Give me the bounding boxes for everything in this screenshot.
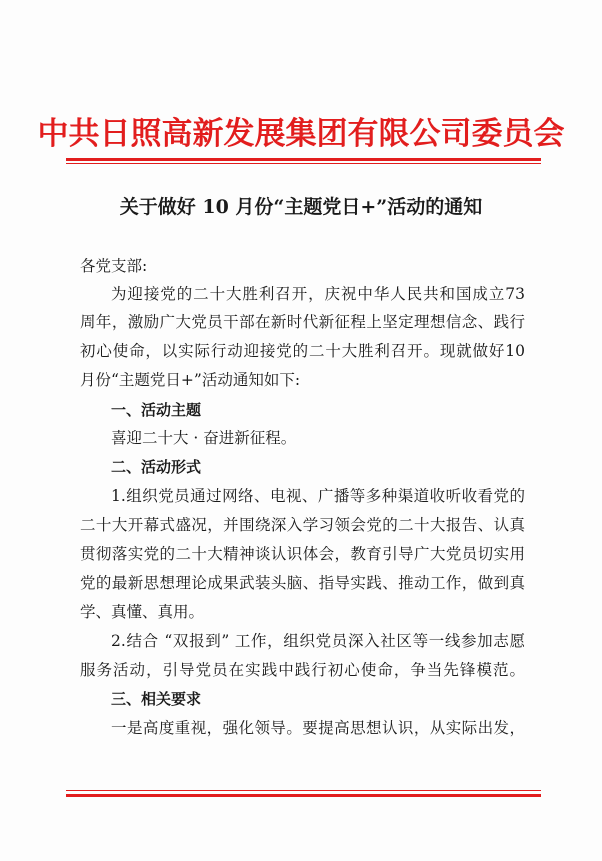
- section-text: 喜迎二十大 · 奋进新征程。: [111, 429, 297, 447]
- section-heading: 三、相关要求: [111, 690, 202, 708]
- org-title: 中共日照高新发展集团有限公司委员会: [37, 116, 565, 152]
- intro-line: 为迎接党的二十大胜利召开，庆祝中华人民共和国成立73: [111, 285, 525, 303]
- section-heading: 一、活动主题: [111, 401, 202, 419]
- intro-line: 月份“主题党日+”活动通知如下:: [80, 371, 301, 389]
- intro-line: 初心使命，以实际行动迎接党的二十大胜利召开。现就做好10: [80, 342, 525, 360]
- section-heading: 二、活动形式: [111, 458, 202, 476]
- footer-red-rule-thin: [66, 790, 541, 791]
- item-line: 贯彻落实党的二十大精神谈认识体会，教育引导广大党员切实用: [80, 545, 525, 563]
- item-line: 二十大开幕式盛况，并围绕深入学习领会党的二十大报告、认真: [80, 516, 525, 534]
- item-line: 党的最新思想理论成果武装头脑、指导实践、推动工作，做到真: [80, 574, 525, 592]
- section-text: 一是高度重视，强化领导。要提高思想认识，从实际出发，: [111, 719, 525, 737]
- salutation: 各党支部:: [80, 257, 148, 275]
- document-title: 关于做好 10 月份“主题党日+”活动的通知: [119, 196, 483, 218]
- item-line: 2.结合 “双报到” 工作，组织党员深入社区等一线参加志愿: [111, 632, 525, 650]
- item-line: 学、真懂、真用。: [80, 603, 205, 621]
- intro-line: 周年，激励广大党员干部在新时代新征程上坚定理想信念、践行: [80, 313, 525, 331]
- item-line: 服务活动，引导党员在实践中践行初心使命，争当先锋模范。: [80, 661, 525, 679]
- header-red-rule-thin: [66, 163, 541, 164]
- header-red-rule-thick: [66, 158, 541, 161]
- item-line: 1.组织党员通过网络、电视、广播等多种渠道收听收看党的: [111, 487, 525, 505]
- footer-red-rule-thick: [66, 794, 541, 797]
